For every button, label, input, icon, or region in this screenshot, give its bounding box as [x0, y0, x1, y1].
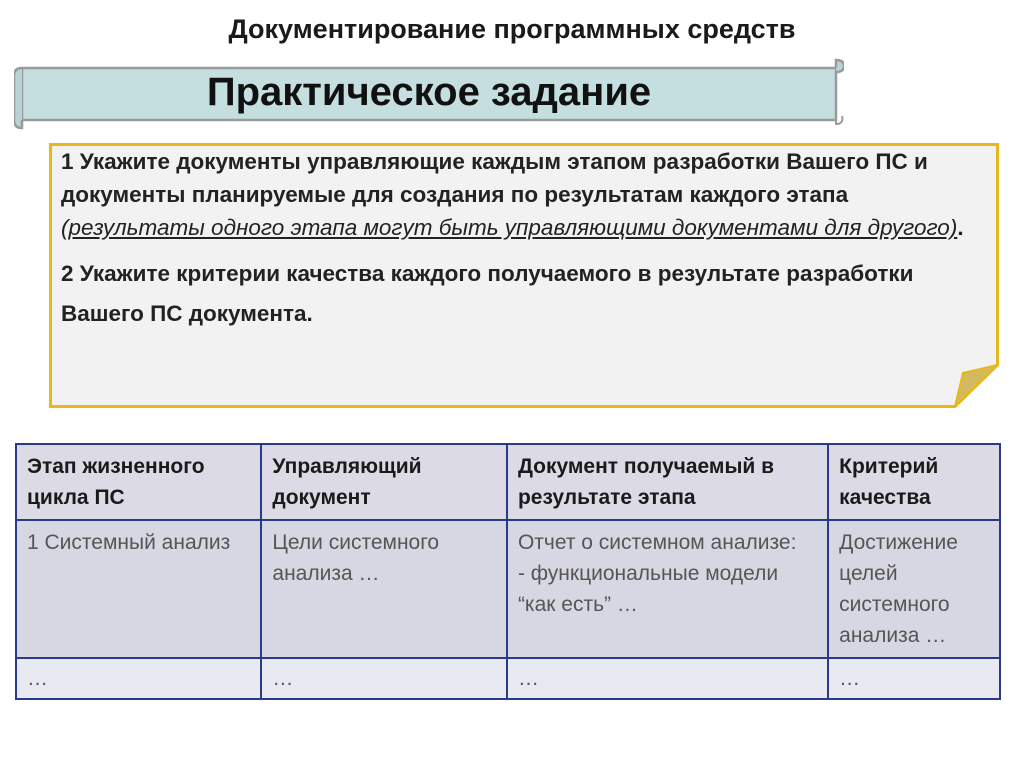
- table-cell: Отчет о системном анализе: - функциональные модели “как есть” …: [507, 520, 828, 658]
- slide-title: Документирование программных средств: [228, 14, 796, 44]
- task-item-1-note: (результаты одного этапа могут быть управляющими документами для другого): [61, 215, 958, 240]
- table-cell: …: [16, 658, 261, 699]
- task-item-2: 2 Укажите критерии качества каждого получаемого в результате разработки Вашего ПС документа.: [61, 261, 914, 326]
- task-box: [49, 143, 999, 408]
- task-banner: [14, 58, 844, 130]
- table-cell: …: [261, 658, 507, 699]
- table-cell: …: [507, 658, 828, 699]
- banner-title: Практическое задание: [206, 70, 652, 114]
- table-row: [16, 658, 1000, 699]
- task-item-1-main: 1 Укажите документы управляющие каждым этапом разработки Вашего ПС и документы планируемые для создания по результатам каждого этапа: [61, 149, 928, 207]
- table-header-row: [16, 444, 1000, 520]
- table-cell: Достижение целей системного анализа …: [828, 520, 1000, 658]
- table-header-cell: Этап жизненного цикла ПС: [16, 444, 261, 520]
- table-cell: …: [828, 658, 1000, 699]
- table-cell: Цели системного анализа …: [261, 520, 507, 658]
- table-cell: 1 Системный анализ: [16, 520, 261, 658]
- task-item-1: [61, 145, 981, 244]
- task-item-1-end: .: [957, 215, 964, 240]
- table-row: [16, 520, 1000, 658]
- lifecycle-table: [15, 443, 1001, 700]
- task-text: [61, 145, 981, 334]
- table-header-cell: Критерий качества: [828, 444, 1000, 520]
- table-header-cell: Документ получаемый в результате этапа: [507, 444, 828, 520]
- table-header-cell: Управляющий документ: [261, 444, 507, 520]
